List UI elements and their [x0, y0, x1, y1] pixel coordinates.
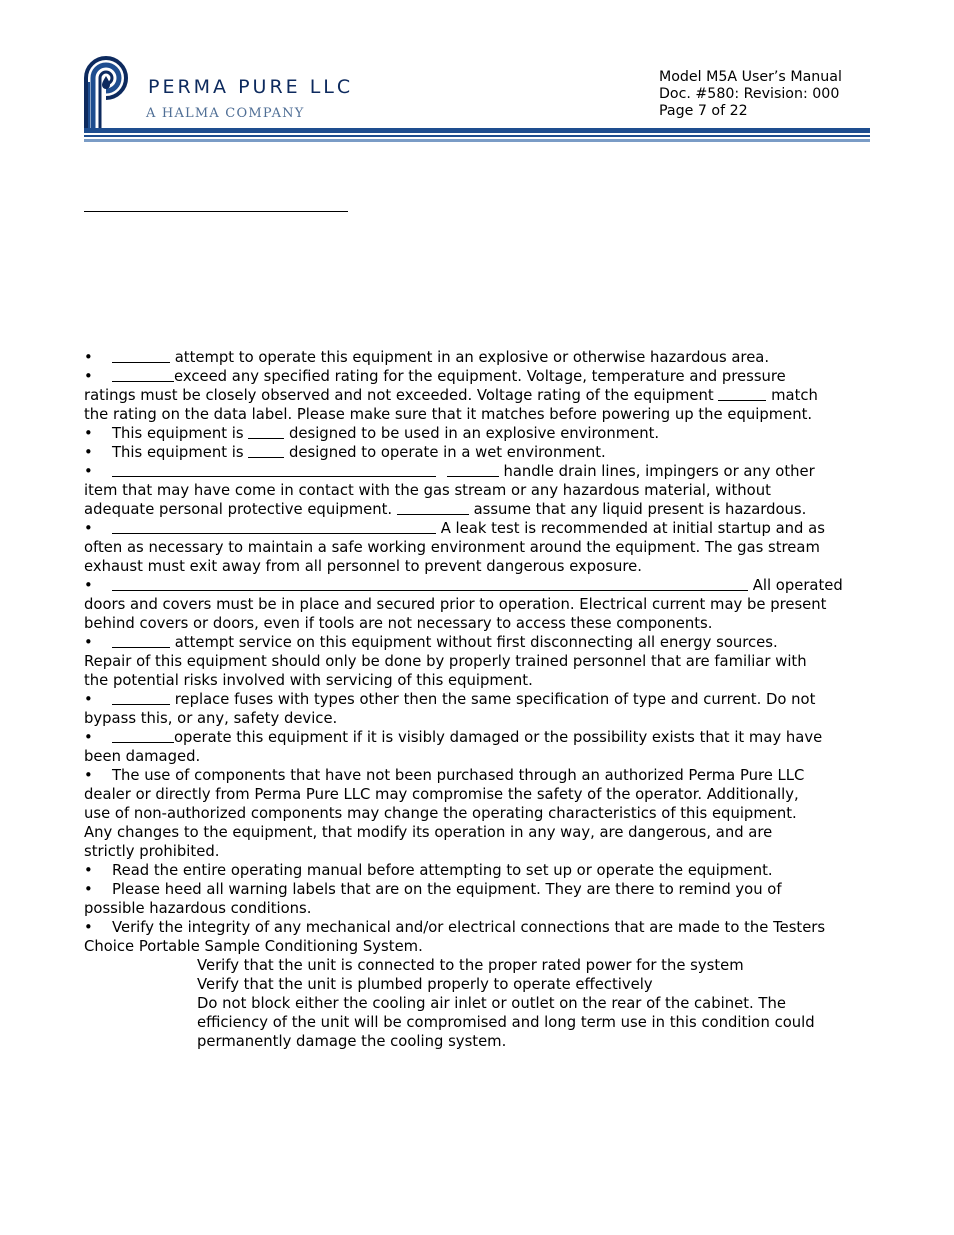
- blank-field: [112, 519, 436, 534]
- bullet: •: [84, 767, 93, 784]
- blank-field: [112, 462, 436, 477]
- blank-field: [112, 367, 174, 382]
- document-info: [659, 69, 842, 120]
- list-item: • handle drain lines, impingers or any other: [84, 463, 815, 480]
- bullet: •: [84, 919, 93, 936]
- blank-field: [112, 690, 170, 705]
- blank-field: [397, 500, 469, 515]
- list-item: • exceed any specified rating for the equipment. Voltage, temperature and pressure: [84, 368, 786, 385]
- blank-field: [718, 386, 766, 401]
- header-divider: [84, 128, 870, 142]
- bullet: •: [84, 425, 93, 442]
- list-item: • This equipment is designed to be used in an explosive environment.: [84, 425, 660, 442]
- bullet: •: [84, 520, 93, 537]
- list-item: • attempt to operate this equipment in an explosive or otherwise hazardous area.: [84, 349, 770, 366]
- list-item: • Please heed all warning labels that are on the equipment. They are there to remind you of: [84, 881, 782, 898]
- bullet: •: [84, 368, 93, 385]
- bullet: •: [84, 444, 93, 461]
- blank-field: [112, 348, 170, 363]
- list-item: • This equipment is designed to operate in a wet environment.: [84, 444, 606, 461]
- list-item: • A leak test is recommended at initial startup and as: [84, 520, 825, 537]
- doc-number: Doc. #580: Revision: 000: [659, 86, 840, 102]
- sub-list-item: Do not block either the cooling air inlet or outlet on the rear of the cabinet. The: [197, 995, 786, 1012]
- bullet: •: [84, 463, 93, 480]
- list-item: • replace fuses with types other then the same specification of type and current. Do not: [84, 691, 816, 708]
- blank-field: [112, 633, 170, 648]
- bullet: •: [84, 881, 93, 898]
- company-name: PERMA PURE LLC: [148, 76, 354, 98]
- bullet: •: [84, 634, 93, 651]
- list-item: • All operated: [84, 577, 843, 594]
- page-number: Page 7 of 22: [659, 103, 748, 119]
- list-item: • operate this equipment if it is visibly damaged or the possibility exists that it may have: [84, 729, 823, 746]
- perma-pure-logo: [84, 56, 132, 128]
- blank-field: [447, 462, 499, 477]
- blank-field: [112, 576, 748, 591]
- company-subtitle: A HALMA COMPANY: [146, 106, 305, 121]
- doc-title: Model M5A User’s Manual: [659, 69, 842, 85]
- section-heading-underline: [84, 211, 348, 212]
- bullet: •: [84, 691, 93, 708]
- list-item: • Read the entire operating manual before attempting to set up or operate the equipment.: [84, 862, 773, 879]
- list-item: • Verify the integrity of any mechanical and/or electrical connections that are made to the Testers: [84, 919, 826, 936]
- blank-field: [248, 424, 284, 439]
- bullet: •: [84, 577, 93, 594]
- list-item: • attempt service on this equipment without first disconnecting all energy sources.: [84, 634, 778, 651]
- bullet: •: [84, 729, 93, 746]
- sub-list-item: Verify that the unit is plumbed properly to operate effectively: [197, 976, 653, 993]
- bullet: •: [84, 862, 93, 879]
- blank-field: [248, 443, 284, 458]
- list-item: • The use of components that have not been purchased through an authorized Perma Pure LLC: [84, 767, 805, 784]
- blank-field: [112, 728, 174, 743]
- safety-list: • attempt to operate this equipment in an explosive or otherwise hazardous area. • exceed any specified rating for the equipment. Voltage, temperature and pressure ratings must be closely observed and not exceeded. Voltage rating of the equipment match the rating on the data label. Please make sure that it matches before powering up the equipment. • This equipment is designed to be used in an explosive environment. • This equipment is designed to operate in a wet environment. • handle drain lines, impingers or any other item that may have come in contact with the gas stream or any hazardous material, without adequate personal protective equipment. assume that any liquid present is hazardous. • A leak test is recommended at initial startup and as often as necessary to maintain a safe working environment around the equipment. The gas stream exhaust must exit away from all personnel to prevent dangerous exposure. • All operated doors and covers must be in place and secured prior to operation. Electrical current may be present behind covers or doors, even if tools are not necessary to access these components. • attempt service on this equipment without first disconnecting all energy sources. Repair of this equipment should only be done by properly trained personnel that are familiar with the potential risks involved with servicing of this equipment. • replace fuses with types other then the same specification of type and current. Do not bypass this, or any, safety device. • operate this equipment if it is visibly damaged or the possibility exists that it may have been damaged. • The use of components that have not been purchased through an authorized Perma Pure LLC dealer or directly from Perma Pure LLC may compromise the safety of the operator. Additionally, use of non-authorized components may change the operating characteristics of this equipment. Any changes to the equipment, that modify its operation in any way, are dangerous, and are strictly prohibited. • Read the entire operating manual before attempting to set up or operate the equipment. • Please heed all warning labels that are on the equipment. They are there to remind you of possible hazardous conditions. • Verify the integrity of any mechanical and/or electrical connections that are made to the Testers Choice Portable Sample Conditioning System. Verify that the unit is connected to the proper rated power for the system Verify that the unit is plumbed properly to operate effectively Do not block either the cooling air inlet or outlet on the rear of the cabinet. The efficiency of the unit will be compromised and long term use in this condition could permanently damage the cooling system.: [84, 348, 874, 1051]
- sub-list-item: Verify that the unit is connected to the proper rated power for the system: [197, 957, 744, 974]
- bullet: •: [84, 349, 93, 366]
